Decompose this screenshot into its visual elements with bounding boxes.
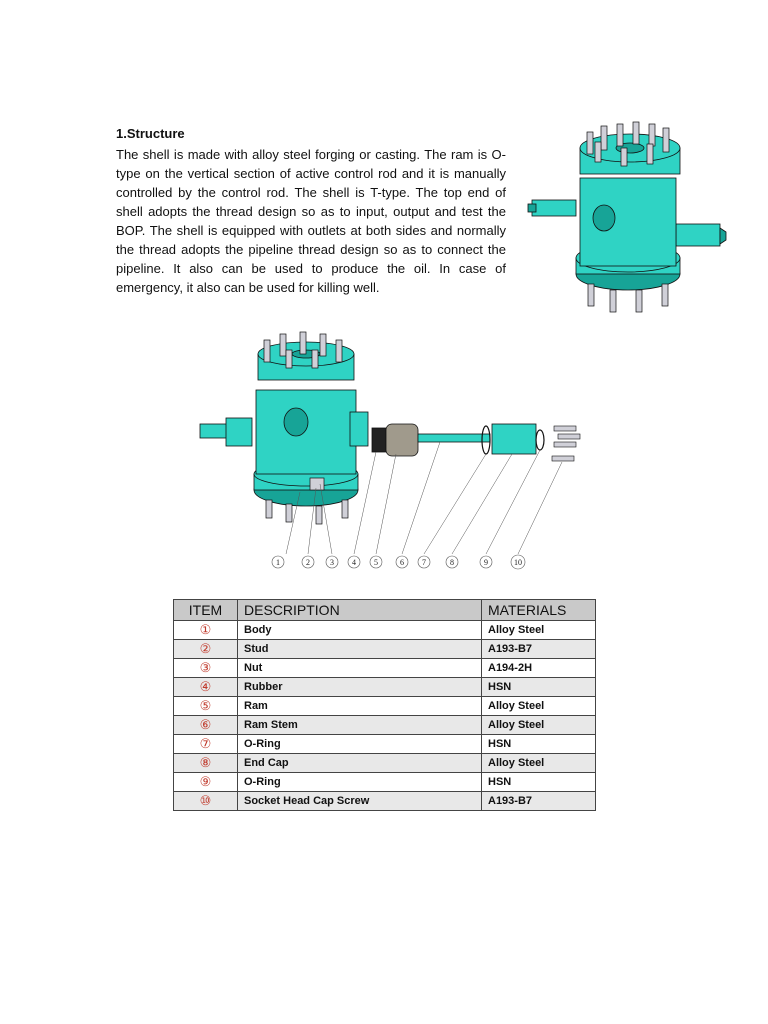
callout-10: 10 — [514, 558, 522, 567]
bop-assembled-illustration — [526, 118, 732, 318]
bop-exploded-diagram — [196, 328, 590, 576]
table-header-row — [174, 600, 596, 621]
section-heading: 1.Structure — [116, 126, 185, 141]
table-row — [174, 678, 596, 697]
item-material: A194-2H — [482, 659, 596, 678]
callout-9: 9 — [484, 558, 488, 567]
item-number: ⑩ — [174, 792, 238, 811]
table-row — [174, 659, 596, 678]
item-number: ⑤ — [174, 697, 238, 716]
item-description: Nut — [238, 659, 482, 678]
item-number: ⑨ — [174, 773, 238, 792]
header-description: DESCRIPTION — [238, 600, 482, 621]
item-material: HSN — [482, 773, 596, 792]
item-description: End Cap — [238, 754, 482, 773]
callout-8: 8 — [450, 558, 454, 567]
structure-paragraph: The shell is made with alloy steel forging or casting. The ram is O-type on the vertical section of active control rod and it is manually controlled by the control rod. The shell is T-type. The top end of shell adopts the thread design so as to input, output and test the BOP. The shell is equipped with outlets at both sides and normally the thread adopts the pipeline thread design so as to connect the pipeline. It also can be used to produce the oil. In case of emergency, it also can be used for killing well. — [116, 147, 506, 295]
table-row — [174, 792, 596, 811]
item-number: ⑧ — [174, 754, 238, 773]
item-description: Ram — [238, 697, 482, 716]
callout-7: 7 — [422, 558, 426, 567]
table-row — [174, 621, 596, 640]
callout-6: 6 — [400, 558, 404, 567]
item-description: Rubber — [238, 678, 482, 697]
parts-table — [173, 599, 596, 811]
callout-2: 2 — [306, 558, 310, 567]
callout-1: 1 — [276, 558, 280, 567]
item-number: ④ — [174, 678, 238, 697]
item-description: Stud — [238, 640, 482, 659]
table-row — [174, 773, 596, 792]
table-row — [174, 754, 596, 773]
item-material: HSN — [482, 678, 596, 697]
item-material: HSN — [482, 735, 596, 754]
item-description: Socket Head Cap Screw — [238, 792, 482, 811]
table-row — [174, 716, 596, 735]
header-item: ITEM — [174, 600, 238, 621]
item-material: A193-B7 — [482, 640, 596, 659]
item-description: O-Ring — [238, 773, 482, 792]
item-material: A193-B7 — [482, 792, 596, 811]
item-description: O-Ring — [238, 735, 482, 754]
callout-3: 3 — [330, 558, 334, 567]
table-row — [174, 640, 596, 659]
item-material: Alloy Steel — [482, 754, 596, 773]
callout-5: 5 — [374, 558, 378, 567]
header-materials: MATERIALS — [482, 600, 596, 621]
item-number: ⑥ — [174, 716, 238, 735]
item-number: ① — [174, 621, 238, 640]
item-number: ⑦ — [174, 735, 238, 754]
table-row — [174, 735, 596, 754]
item-description: Body — [238, 621, 482, 640]
item-number: ② — [174, 640, 238, 659]
item-description: Ram Stem — [238, 716, 482, 735]
item-material: Alloy Steel — [482, 697, 596, 716]
callout-4: 4 — [352, 558, 356, 567]
item-material: Alloy Steel — [482, 716, 596, 735]
item-number: ③ — [174, 659, 238, 678]
item-material: Alloy Steel — [482, 621, 596, 640]
table-row — [174, 697, 596, 716]
